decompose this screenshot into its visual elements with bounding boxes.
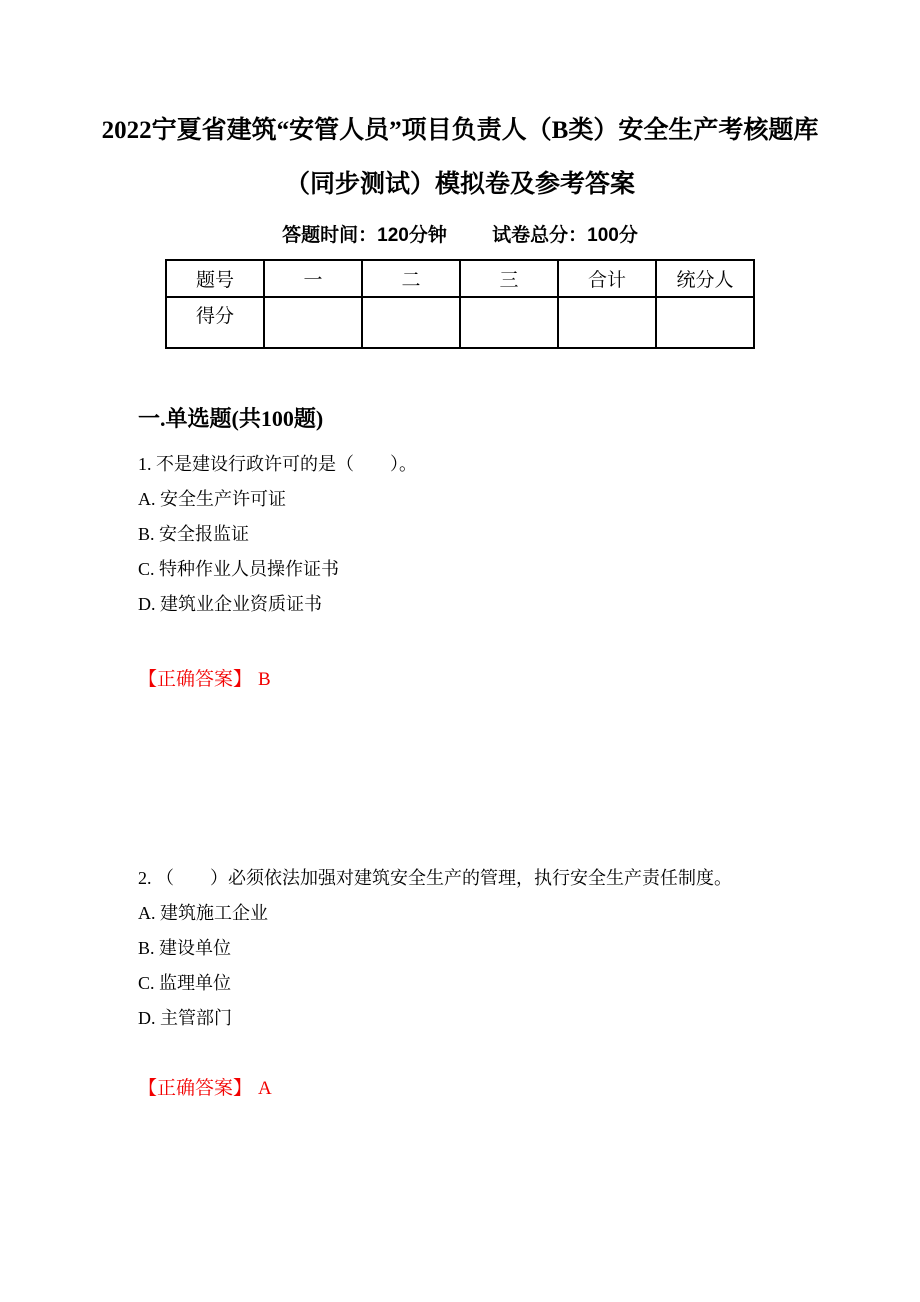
question-2-option-b: B. 建设单位 [138,938,232,958]
question-2-text: 2. （ ）必须依法加强对建筑安全生产的管理，执行安全生产责任制度。 [138,868,732,888]
score-table-header-part1: 一 [264,260,362,297]
score-table [165,259,755,349]
question-2-answer-letter: A [258,1078,272,1099]
score-cell-total [558,297,656,348]
document-title-line2: （同步测试）模拟卷及参考答案 [284,171,635,198]
score-cell-part3 [460,297,558,348]
score-cell-part2 [362,297,460,348]
question-2-option-d: D. 主管部门 [138,1008,232,1028]
question-1-answer-label: 【正确答案】 [138,669,253,690]
score-table-score-row [166,297,754,348]
score-table-header-row [166,260,754,297]
score-row-label: 得分 [166,297,264,348]
score-table-header-part3: 三 [460,260,558,297]
score-cell-part1 [264,297,362,348]
question-2-option-c: C. 监理单位 [138,973,232,993]
question-2-answer [138,1077,920,1101]
question-1-answer [138,668,920,692]
document-title-line1: 2022宁夏省建筑“安管人员”项目负责人（B类）安全生产考核题库 [101,117,819,144]
question-2-option-a: A. 建筑施工企业 [138,903,268,923]
score-table-header-total: 合计 [558,260,656,297]
score-table-header-part2: 二 [362,260,460,297]
section-heading: 一.单选题(共100题) [138,406,324,431]
question-1 [0,452,920,692]
total-score-label: 试卷总分：100分 [492,225,638,246]
exam-info-line [0,224,920,248]
question-2 [0,866,920,1101]
question-1-answer-letter: B [258,669,271,690]
question-2-answer-label: 【正确答案】 [138,1078,253,1099]
question-1-option-c: C. 特种作业人员操作证书 [138,559,340,579]
question-1-option-b: B. 安全报监证 [138,524,250,544]
question-1-option-a: A. 安全生产许可证 [138,489,286,509]
exam-time-label: 答题时间：120分钟 [282,225,447,246]
question-1-option-d: D. 建筑业企业资质证书 [138,594,322,614]
question-1-text: 1. 不是建设行政许可的是（ ）。 [138,454,417,474]
score-table-header-question-no: 题号 [166,260,264,297]
score-cell-scorer [656,297,754,348]
score-table-header-scorer: 统分人 [656,260,754,297]
